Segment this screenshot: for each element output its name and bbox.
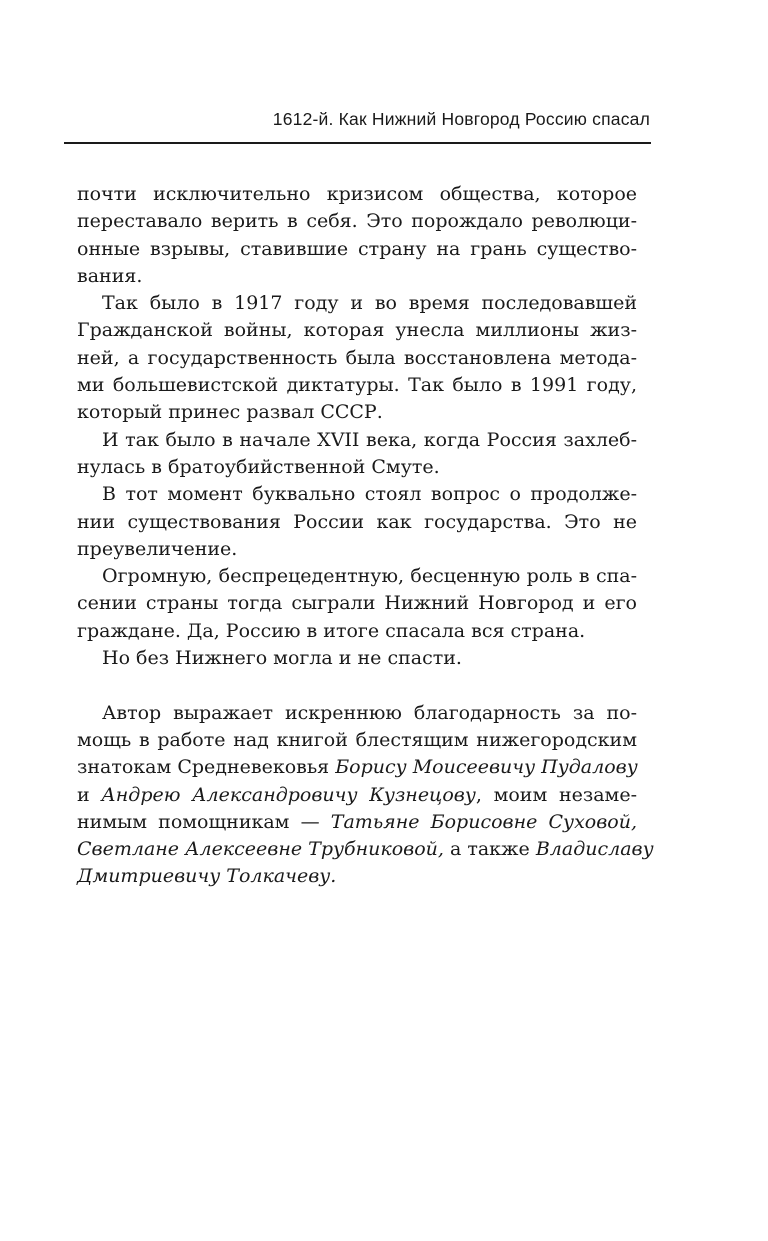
person-name-tolkachev: Дмитриевичу Толкачеву. xyxy=(77,865,337,888)
ack-text: нимым помощникам — xyxy=(77,810,331,833)
section-gap xyxy=(77,672,637,699)
ack-line-5 xyxy=(77,809,637,836)
p4-line-3: преувеличение. xyxy=(77,537,238,560)
ack-text: и xyxy=(77,783,102,806)
ack-line-2: мощь в работе над книгой блестящим нижегородским xyxy=(77,728,637,751)
p5-line-2: сении страны тогда сыграли Нижний Новгород и его xyxy=(77,592,637,615)
p1-line-4: вания. xyxy=(77,264,143,287)
ack-text: знатокам Средневековья xyxy=(77,756,336,779)
person-name-pudalov: Борису Моисеевичу Пудалову xyxy=(335,756,638,779)
p2-line-5: который принес развал СССР. xyxy=(77,401,383,424)
ack-text: , моим незаме- xyxy=(475,783,638,806)
p2-line-1: Так было в 1917 году и во время последовавшей xyxy=(102,292,637,315)
ack-line-3 xyxy=(77,754,637,781)
ack-text: а также xyxy=(443,838,536,861)
page-body xyxy=(77,181,654,891)
ack-line-7 xyxy=(77,863,637,890)
p3-line-2: нулась в братоубийственной Смуте. xyxy=(77,455,440,478)
p1-line-3: онные взрывы, ставившие страну на грань существо- xyxy=(77,237,637,260)
p2-line-2: Гражданской войны, которая унесла миллионы жиз- xyxy=(77,319,637,342)
p4-line-1: В тот момент буквально стоял вопрос о продолже- xyxy=(102,483,637,506)
person-name-vladislav: Владиславу xyxy=(535,838,654,861)
ack-line-4 xyxy=(77,782,637,809)
header-rule xyxy=(64,142,651,144)
person-name-trubnikova: Светлане Алексеевне Трубниковой, xyxy=(77,838,444,861)
p5-line-3: граждане. Да, Россию в итоге спасала вся страна. xyxy=(77,619,586,642)
person-name-sukhova: Татьяне Борисовне Суховой, xyxy=(330,810,638,833)
p6-line-1: Но без Нижнего могла и не спасти. xyxy=(102,647,462,670)
p3-line-1: И так было в начале XVII века, когда Россия захлеб- xyxy=(102,428,637,451)
p2-line-3: ней, а государственность была восстановлена метода- xyxy=(77,346,637,369)
person-name-kuznetsov: Андрею Александровичу Кузнецову xyxy=(101,783,476,806)
running-title: 1612-й. Как Нижний Новгород Россию спасал xyxy=(272,109,650,129)
p1-line-1: почти исключительно кризисом общества, которое xyxy=(77,183,637,205)
p4-line-2: нии существования России как государства. Это не xyxy=(77,510,637,533)
ack-line-1: Автор выражает искреннюю благодарность за по- xyxy=(102,701,637,724)
p5-line-1: Огромную, беспрецедентную, бесценную роль в спа- xyxy=(102,565,637,588)
p2-line-4: ми большевистской диктатуры. Так было в 1991 году, xyxy=(77,374,637,397)
p1-line-2: переставало верить в себя. Это порождало революци- xyxy=(77,210,637,233)
ack-line-6 xyxy=(77,836,654,863)
